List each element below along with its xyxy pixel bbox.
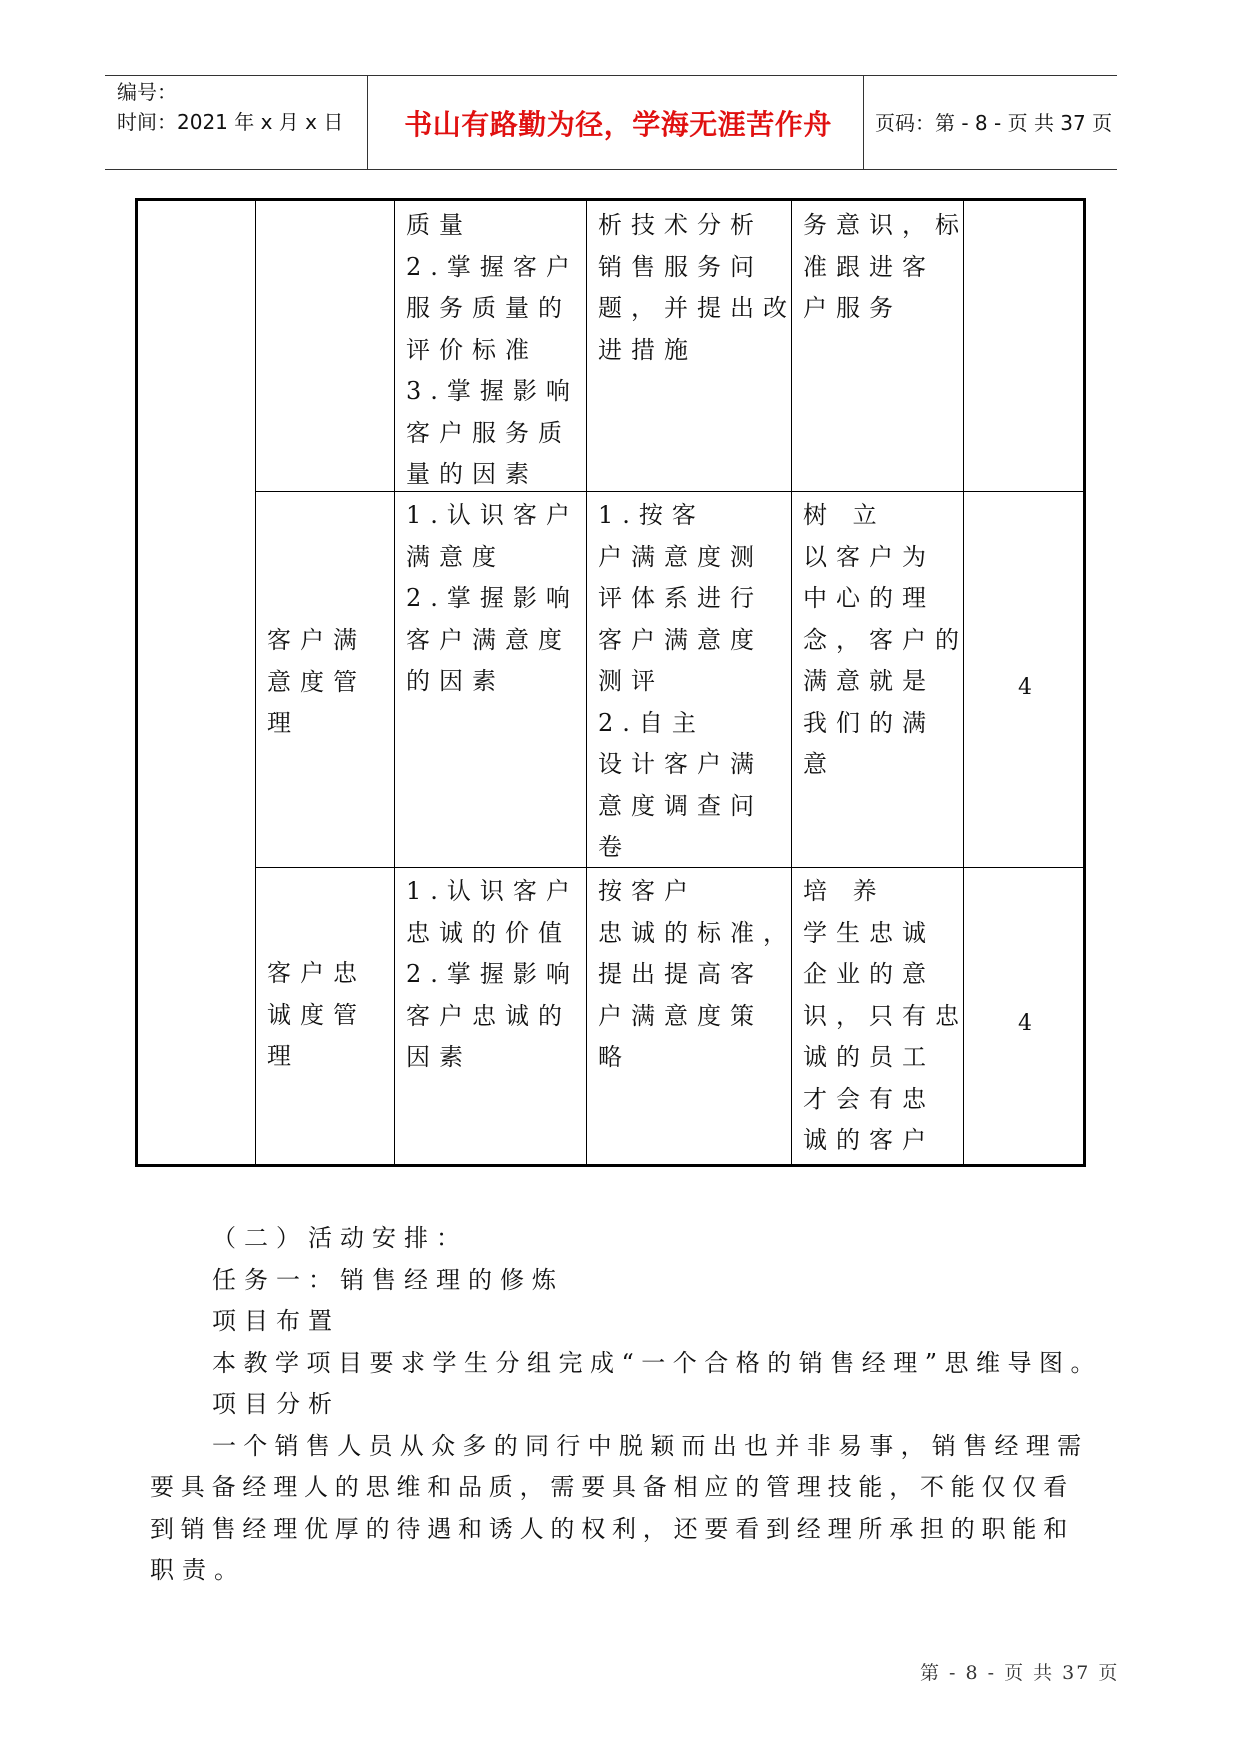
row2-attitude-line: 满意就是 <box>803 667 935 695</box>
row1-attitude-line: 务意识，标 <box>803 211 968 239</box>
row1-attitude-line: 准跟进客 <box>803 252 935 281</box>
row2-hours: 4 <box>1018 675 1032 700</box>
row2-topic-line: 意度管 <box>267 667 366 696</box>
row3-attitude-line: 学生忠诚 <box>803 918 935 947</box>
row3-topic-line: 客户忠 <box>267 959 366 987</box>
row2-skill-line: 1.按客 <box>598 501 705 529</box>
row1-skill-line: 销售服务问 <box>598 252 763 281</box>
header-bottom-rule <box>105 169 1117 170</box>
analysis-line-2: 要具备经理人的思维和品质，需要具备相应的管理技能，不能仅仅看 <box>150 1473 1074 1501</box>
row3-knowledge-line: 2.掌握影响 <box>406 960 579 988</box>
row3-hours: 4 <box>1018 1011 1032 1036</box>
task-one-title: 任务一：销售经理的修炼 <box>212 1266 564 1294</box>
row1-knowledge-line: 客户服务质 <box>406 418 571 447</box>
row3-attitude-line: 识，只有忠 <box>803 1001 968 1030</box>
project-setup-text: 本教学项目要求学生分组完成“一个合格的销售经理”思维导图。 <box>212 1349 1103 1377</box>
row2-skill-line: 测评 <box>598 667 664 695</box>
row2-knowledge-line: 的因素 <box>406 667 505 695</box>
row2-attitude-line: 意 <box>803 750 836 778</box>
row2-skill-line: 卷 <box>598 833 631 861</box>
page-header <box>105 75 1117 170</box>
row1-knowledge-line: 评价标准 <box>406 335 538 364</box>
header-motto: 书山有路勤为径，学海无涯苦作舟 <box>404 108 832 141</box>
header-top-rule <box>105 75 1117 76</box>
row2-attitude-line: 念，客户的 <box>803 625 968 654</box>
row2-attitude-line: 中心的理 <box>803 584 935 612</box>
course-table <box>135 198 1086 1167</box>
row1-knowledge-line: 3.掌握影响 <box>406 377 579 405</box>
row2-skill-cell <box>598 495 763 869</box>
row2-knowledge-cell <box>406 495 579 703</box>
row2-skill-line: 2.自主 <box>598 708 705 737</box>
row1-knowledge-line: 2.掌握客户 <box>406 252 579 281</box>
row1-attitude-cell <box>803 205 968 330</box>
row2-skill-line: 设计客户满 <box>598 750 763 778</box>
row2-attitude-line: 以客户为 <box>803 542 935 571</box>
table-row-rule-1 <box>255 491 1083 492</box>
row2-knowledge-line: 客户满意度 <box>406 625 571 654</box>
row3-skill-line: 按客户 <box>598 877 697 905</box>
row2-attitude-cell <box>803 495 968 786</box>
row3-skill-line: 忠诚的标准， <box>598 918 796 947</box>
row2-attitude-line: 我们的满 <box>803 708 935 737</box>
row1-attitude-line: 户服务 <box>803 294 902 322</box>
row1-skill-cell <box>598 205 796 371</box>
header-meta <box>117 77 343 137</box>
header-divider-right <box>863 75 864 170</box>
row1-knowledge-line: 量的因素 <box>406 460 538 488</box>
header-time: 时间：2021 年 x 月 x 日 <box>117 110 344 134</box>
row3-topic-cell <box>267 953 366 1078</box>
row1-knowledge-line: 服务质量的 <box>406 294 571 322</box>
row2-skill-line: 评体系进行 <box>598 584 763 612</box>
row2-skill-line: 客户满意度 <box>598 625 763 654</box>
row1-skill-line: 进措施 <box>598 335 697 364</box>
row2-skill-line: 户满意度测 <box>598 542 763 571</box>
row2-skill-line: 意度调查问 <box>598 791 763 820</box>
row3-knowledge-cell <box>406 871 579 1079</box>
table-col-rule-2 <box>394 201 395 1164</box>
row3-attitude-line: 企业的意 <box>803 960 935 988</box>
row1-knowledge-line: 质量 <box>406 211 472 239</box>
table-col-rule-1 <box>255 201 256 1164</box>
row3-knowledge-line: 客户忠诚的 <box>406 1001 571 1030</box>
row2-knowledge-line: 满意度 <box>406 542 505 571</box>
row1-skill-line: 析技术分析 <box>598 211 763 239</box>
header-number: 编号： <box>117 80 177 104</box>
row3-attitude-cell <box>803 871 968 1162</box>
row2-knowledge-line: 1.认识客户 <box>406 501 579 529</box>
row3-skill-line: 户满意度策 <box>598 1001 763 1030</box>
page-footer-number: 第 - 8 - 页 共 37 页 <box>920 1662 1120 1684</box>
row3-attitude-line: 培 养 <box>803 877 886 905</box>
header-page-number: 页码：第 - 8 - 页 共 37 页 <box>875 111 1113 135</box>
row2-topic-line: 客户满 <box>267 626 366 654</box>
row2-topic-line: 理 <box>267 709 300 737</box>
analysis-line-3: 到销售经理优厚的待遇和诱人的权利，还要看到经理所承担的职能和 <box>150 1515 1074 1543</box>
row3-knowledge-line: 1.认识客户 <box>406 877 579 905</box>
row3-skill-line: 提出提高客 <box>598 960 763 988</box>
row1-skill-line: 题，并提出改 <box>598 294 796 322</box>
project-setup-heading: 项目布置 <box>212 1307 340 1335</box>
row2-knowledge-line: 2.掌握影响 <box>406 584 579 612</box>
row3-topic-line: 理 <box>267 1042 300 1070</box>
row3-topic-line: 诚度管 <box>267 1000 366 1029</box>
row3-attitude-line: 诚的客户 <box>803 1126 935 1154</box>
row3-knowledge-line: 因素 <box>406 1043 472 1071</box>
row2-attitude-line: 树 立 <box>803 501 886 529</box>
row1-knowledge-cell <box>406 205 579 496</box>
analysis-line-4: 职责。 <box>150 1556 246 1584</box>
row3-knowledge-line: 忠诚的价值 <box>406 918 571 947</box>
row3-skill-line: 略 <box>598 1043 631 1071</box>
row2-topic-cell <box>267 620 366 745</box>
analysis-line-1: 一个销售人员从众多的同行中脱颖而出也并非易事，销售经理需 <box>212 1432 1089 1460</box>
table-col-rule-3 <box>586 201 587 1164</box>
row3-skill-cell <box>598 871 796 1079</box>
project-analysis-heading: 项目分析 <box>212 1390 340 1418</box>
activity-heading: （二）活动安排： <box>212 1224 468 1252</box>
row3-attitude-line: 诚的员工 <box>803 1043 935 1071</box>
row3-attitude-line: 才会有忠 <box>803 1084 935 1113</box>
header-divider-left <box>367 75 368 170</box>
